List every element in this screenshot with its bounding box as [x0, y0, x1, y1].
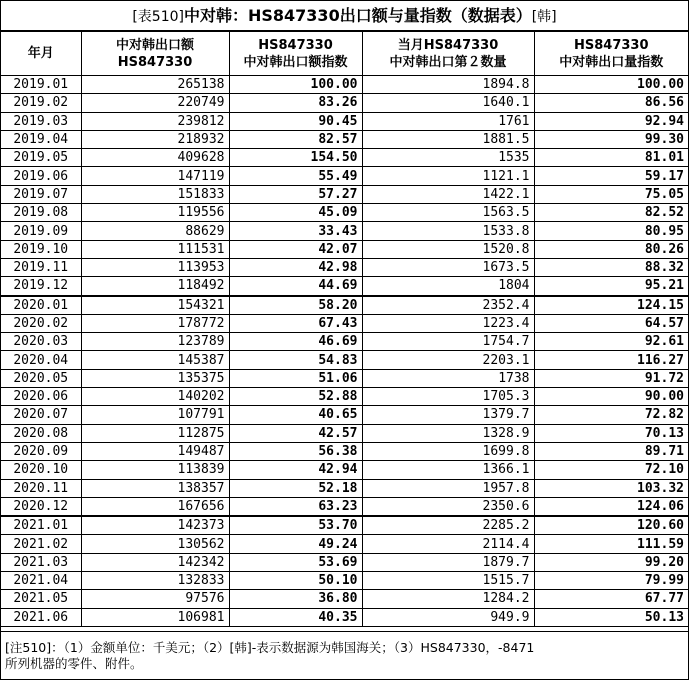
cell-quantity: 1881.5 — [362, 130, 534, 148]
cell-quantity: 1535 — [362, 149, 534, 167]
table-row — [1, 258, 688, 276]
cell-year-month: 2021.01 — [1, 516, 81, 535]
cell-value-index: 90.45 — [229, 112, 362, 130]
header-year-month: 年月 — [1, 32, 81, 76]
cell-year-month: 2019.03 — [1, 112, 81, 130]
cell-quantity: 1284.2 — [362, 590, 534, 608]
cell-year-month: 2019.12 — [1, 277, 81, 296]
cell-year-month: 2020.02 — [1, 314, 81, 332]
cell-value-index: 46.69 — [229, 333, 362, 351]
cell-export-value: 132833 — [81, 572, 229, 590]
cell-quantity: 2114.4 — [362, 535, 534, 553]
cell-value-index: 33.43 — [229, 222, 362, 240]
cell-quantity-index: 67.77 — [534, 590, 688, 608]
cell-year-month: 2021.06 — [1, 608, 81, 626]
table-row — [1, 277, 688, 296]
cell-quantity-index: 79.99 — [534, 572, 688, 590]
header-value-index: HS847330 中对韩出口额指数 — [229, 32, 362, 76]
cell-quantity-index: 100.00 — [534, 76, 688, 94]
cell-quantity-index: 124.06 — [534, 497, 688, 516]
title-main: 中对韩：HS847330出口额与量指数 — [183, 6, 452, 25]
cell-year-month: 2020.01 — [1, 296, 81, 315]
table-row — [1, 351, 688, 369]
table-row — [1, 296, 688, 315]
table-row — [1, 424, 688, 442]
cell-quantity: 1379.7 — [362, 406, 534, 424]
cell-value-index: 42.94 — [229, 461, 362, 479]
footnote — [1, 631, 688, 679]
cell-export-value: 112875 — [81, 424, 229, 442]
cell-quantity-index: 89.71 — [534, 442, 688, 460]
cell-year-month: 2019.04 — [1, 130, 81, 148]
cell-quantity: 1223.4 — [362, 314, 534, 332]
table-row — [1, 535, 688, 553]
cell-value-index: 42.07 — [229, 240, 362, 258]
table-row — [1, 112, 688, 130]
cell-year-month: 2019.11 — [1, 258, 81, 276]
cell-year-month: 2020.03 — [1, 333, 81, 351]
table-row — [1, 333, 688, 351]
cell-year-month: 2020.09 — [1, 442, 81, 460]
cell-value-index: 42.57 — [229, 424, 362, 442]
cell-quantity-index: 92.61 — [534, 333, 688, 351]
cell-year-month: 2019.01 — [1, 76, 81, 94]
cell-value-index: 36.80 — [229, 590, 362, 608]
header-quantity-index: HS847330 中对韩出口量指数 — [534, 32, 688, 76]
data-table — [1, 31, 688, 627]
cell-quantity: 1738 — [362, 369, 534, 387]
title-paren: （数据表） — [451, 6, 532, 25]
cell-value-index: 67.43 — [229, 314, 362, 332]
table-row — [1, 497, 688, 516]
table-row — [1, 608, 688, 626]
cell-quantity: 2350.6 — [362, 497, 534, 516]
cell-quantity: 1520.8 — [362, 240, 534, 258]
cell-quantity: 1957.8 — [362, 479, 534, 497]
cell-quantity: 1328.9 — [362, 424, 534, 442]
cell-export-value: 178772 — [81, 314, 229, 332]
cell-year-month: 2020.12 — [1, 497, 81, 516]
cell-quantity: 1879.7 — [362, 553, 534, 571]
cell-year-month: 2020.08 — [1, 424, 81, 442]
cell-quantity-index: 90.00 — [534, 388, 688, 406]
cell-export-value: 140202 — [81, 388, 229, 406]
cell-export-value: 113839 — [81, 461, 229, 479]
table-row — [1, 240, 688, 258]
cell-quantity-index: 99.30 — [534, 130, 688, 148]
cell-year-month: 2021.02 — [1, 535, 81, 553]
cell-export-value: 265138 — [81, 76, 229, 94]
cell-export-value: 113953 — [81, 258, 229, 276]
cell-quantity-index: 72.82 — [534, 406, 688, 424]
cell-quantity: 1563.5 — [362, 204, 534, 222]
cell-value-index: 44.69 — [229, 277, 362, 296]
cell-export-value: 218932 — [81, 130, 229, 148]
cell-quantity-index: 124.15 — [534, 296, 688, 315]
footnote-line-1: [注510]：（1）金额单位：千美元；（2）[韩]-表示数据源为韩国海关；（3）HS847330，-8471 — [5, 640, 535, 655]
cell-export-value: 149487 — [81, 442, 229, 460]
cell-quantity: 1366.1 — [362, 461, 534, 479]
table-row — [1, 516, 688, 535]
cell-quantity: 1804 — [362, 277, 534, 296]
cell-export-value: 130562 — [81, 535, 229, 553]
cell-quantity-index: 82.52 — [534, 204, 688, 222]
cell-quantity-index: 86.56 — [534, 94, 688, 112]
cell-quantity: 2203.1 — [362, 351, 534, 369]
cell-quantity-index: 99.20 — [534, 553, 688, 571]
table-row — [1, 314, 688, 332]
cell-export-value: 239812 — [81, 112, 229, 130]
cell-value-index: 52.18 — [229, 479, 362, 497]
cell-value-index: 42.98 — [229, 258, 362, 276]
cell-quantity-index: 70.13 — [534, 424, 688, 442]
cell-quantity: 2285.2 — [362, 516, 534, 535]
cell-value-index: 54.83 — [229, 351, 362, 369]
table-title — [1, 1, 688, 31]
cell-export-value: 142373 — [81, 516, 229, 535]
cell-quantity: 1705.3 — [362, 388, 534, 406]
cell-quantity-index: 59.17 — [534, 167, 688, 185]
cell-export-value: 135375 — [81, 369, 229, 387]
cell-quantity-index: 75.05 — [534, 185, 688, 203]
cell-export-value: 111531 — [81, 240, 229, 258]
table-row — [1, 94, 688, 112]
cell-export-value: 106981 — [81, 608, 229, 626]
title-prefix: [表510] — [132, 9, 184, 25]
table-row — [1, 149, 688, 167]
cell-value-index: 57.27 — [229, 185, 362, 203]
table-row — [1, 406, 688, 424]
table-row — [1, 572, 688, 590]
cell-value-index: 63.23 — [229, 497, 362, 516]
cell-value-index: 82.57 — [229, 130, 362, 148]
cell-value-index: 45.09 — [229, 204, 362, 222]
cell-quantity-index: 80.95 — [534, 222, 688, 240]
cell-value-index: 100.00 — [229, 76, 362, 94]
cell-year-month: 2021.04 — [1, 572, 81, 590]
cell-year-month: 2020.10 — [1, 461, 81, 479]
cell-export-value: 145387 — [81, 351, 229, 369]
table-row — [1, 204, 688, 222]
cell-value-index: 52.88 — [229, 388, 362, 406]
cell-quantity-index: 92.94 — [534, 112, 688, 130]
cell-quantity-index: 111.59 — [534, 535, 688, 553]
cell-value-index: 83.26 — [229, 94, 362, 112]
cell-quantity-index: 116.27 — [534, 351, 688, 369]
cell-year-month: 2019.09 — [1, 222, 81, 240]
cell-export-value: 154321 — [81, 296, 229, 315]
cell-quantity-index: 72.10 — [534, 461, 688, 479]
cell-quantity-index: 81.01 — [534, 149, 688, 167]
table-row — [1, 479, 688, 497]
cell-quantity: 1699.8 — [362, 442, 534, 460]
cell-quantity-index: 88.32 — [534, 258, 688, 276]
cell-quantity-index: 50.13 — [534, 608, 688, 626]
table-row — [1, 222, 688, 240]
table-row — [1, 76, 688, 94]
cell-quantity: 1533.8 — [362, 222, 534, 240]
cell-value-index: 40.65 — [229, 406, 362, 424]
cell-year-month: 2020.07 — [1, 406, 81, 424]
cell-quantity-index: 80.26 — [534, 240, 688, 258]
cell-export-value: 167656 — [81, 497, 229, 516]
cell-year-month: 2021.03 — [1, 553, 81, 571]
cell-year-month: 2019.02 — [1, 94, 81, 112]
cell-quantity: 1761 — [362, 112, 534, 130]
cell-year-month: 2020.11 — [1, 479, 81, 497]
cell-export-value: 138357 — [81, 479, 229, 497]
table-row — [1, 130, 688, 148]
cell-value-index: 56.38 — [229, 442, 362, 460]
table-row — [1, 388, 688, 406]
cell-value-index: 53.69 — [229, 553, 362, 571]
cell-year-month: 2021.05 — [1, 590, 81, 608]
cell-quantity-index: 103.32 — [534, 479, 688, 497]
cell-year-month: 2019.07 — [1, 185, 81, 203]
cell-value-index: 40.35 — [229, 608, 362, 626]
cell-quantity-index: 95.21 — [534, 277, 688, 296]
cell-quantity: 1640.1 — [362, 94, 534, 112]
table-row — [1, 185, 688, 203]
cell-export-value: 107791 — [81, 406, 229, 424]
cell-export-value: 88629 — [81, 222, 229, 240]
cell-quantity: 1673.5 — [362, 258, 534, 276]
cell-quantity-index: 64.57 — [534, 314, 688, 332]
table-row — [1, 590, 688, 608]
cell-value-index: 50.10 — [229, 572, 362, 590]
cell-export-value: 151833 — [81, 185, 229, 203]
cell-year-month: 2020.06 — [1, 388, 81, 406]
cell-quantity: 2352.4 — [362, 296, 534, 315]
cell-export-value: 119556 — [81, 204, 229, 222]
header-row — [1, 32, 688, 76]
cell-year-month: 2019.10 — [1, 240, 81, 258]
table-row — [1, 167, 688, 185]
cell-quantity: 949.9 — [362, 608, 534, 626]
cell-export-value: 220749 — [81, 94, 229, 112]
table-row — [1, 461, 688, 479]
cell-year-month: 2019.06 — [1, 167, 81, 185]
title-suffix: [韩] — [531, 9, 557, 25]
cell-value-index: 154.50 — [229, 149, 362, 167]
cell-value-index: 55.49 — [229, 167, 362, 185]
cell-year-month: 2019.05 — [1, 149, 81, 167]
cell-export-value: 147119 — [81, 167, 229, 185]
cell-year-month: 2020.04 — [1, 351, 81, 369]
cell-year-month: 2019.08 — [1, 204, 81, 222]
cell-value-index: 51.06 — [229, 369, 362, 387]
cell-export-value: 142342 — [81, 553, 229, 571]
cell-quantity: 1894.8 — [362, 76, 534, 94]
cell-value-index: 53.70 — [229, 516, 362, 535]
footnote-line-2: 所列机器的零件、附件。 — [5, 656, 143, 671]
cell-value-index: 58.20 — [229, 296, 362, 315]
cell-export-value: 123789 — [81, 333, 229, 351]
header-export-value: 中对韩出口额 HS847330 — [81, 32, 229, 76]
table-row — [1, 369, 688, 387]
cell-quantity: 1121.1 — [362, 167, 534, 185]
cell-export-value: 409628 — [81, 149, 229, 167]
cell-quantity: 1754.7 — [362, 333, 534, 351]
cell-year-month: 2020.05 — [1, 369, 81, 387]
cell-quantity: 1422.1 — [362, 185, 534, 203]
cell-quantity-index: 91.72 — [534, 369, 688, 387]
cell-value-index: 49.24 — [229, 535, 362, 553]
table-row — [1, 553, 688, 571]
table-row — [1, 442, 688, 460]
header-quantity: 当月HS847330 中对韩出口第２数量 — [362, 32, 534, 76]
cell-export-value: 97576 — [81, 590, 229, 608]
cell-quantity: 1515.7 — [362, 572, 534, 590]
cell-export-value: 118492 — [81, 277, 229, 296]
cell-quantity-index: 120.60 — [534, 516, 688, 535]
